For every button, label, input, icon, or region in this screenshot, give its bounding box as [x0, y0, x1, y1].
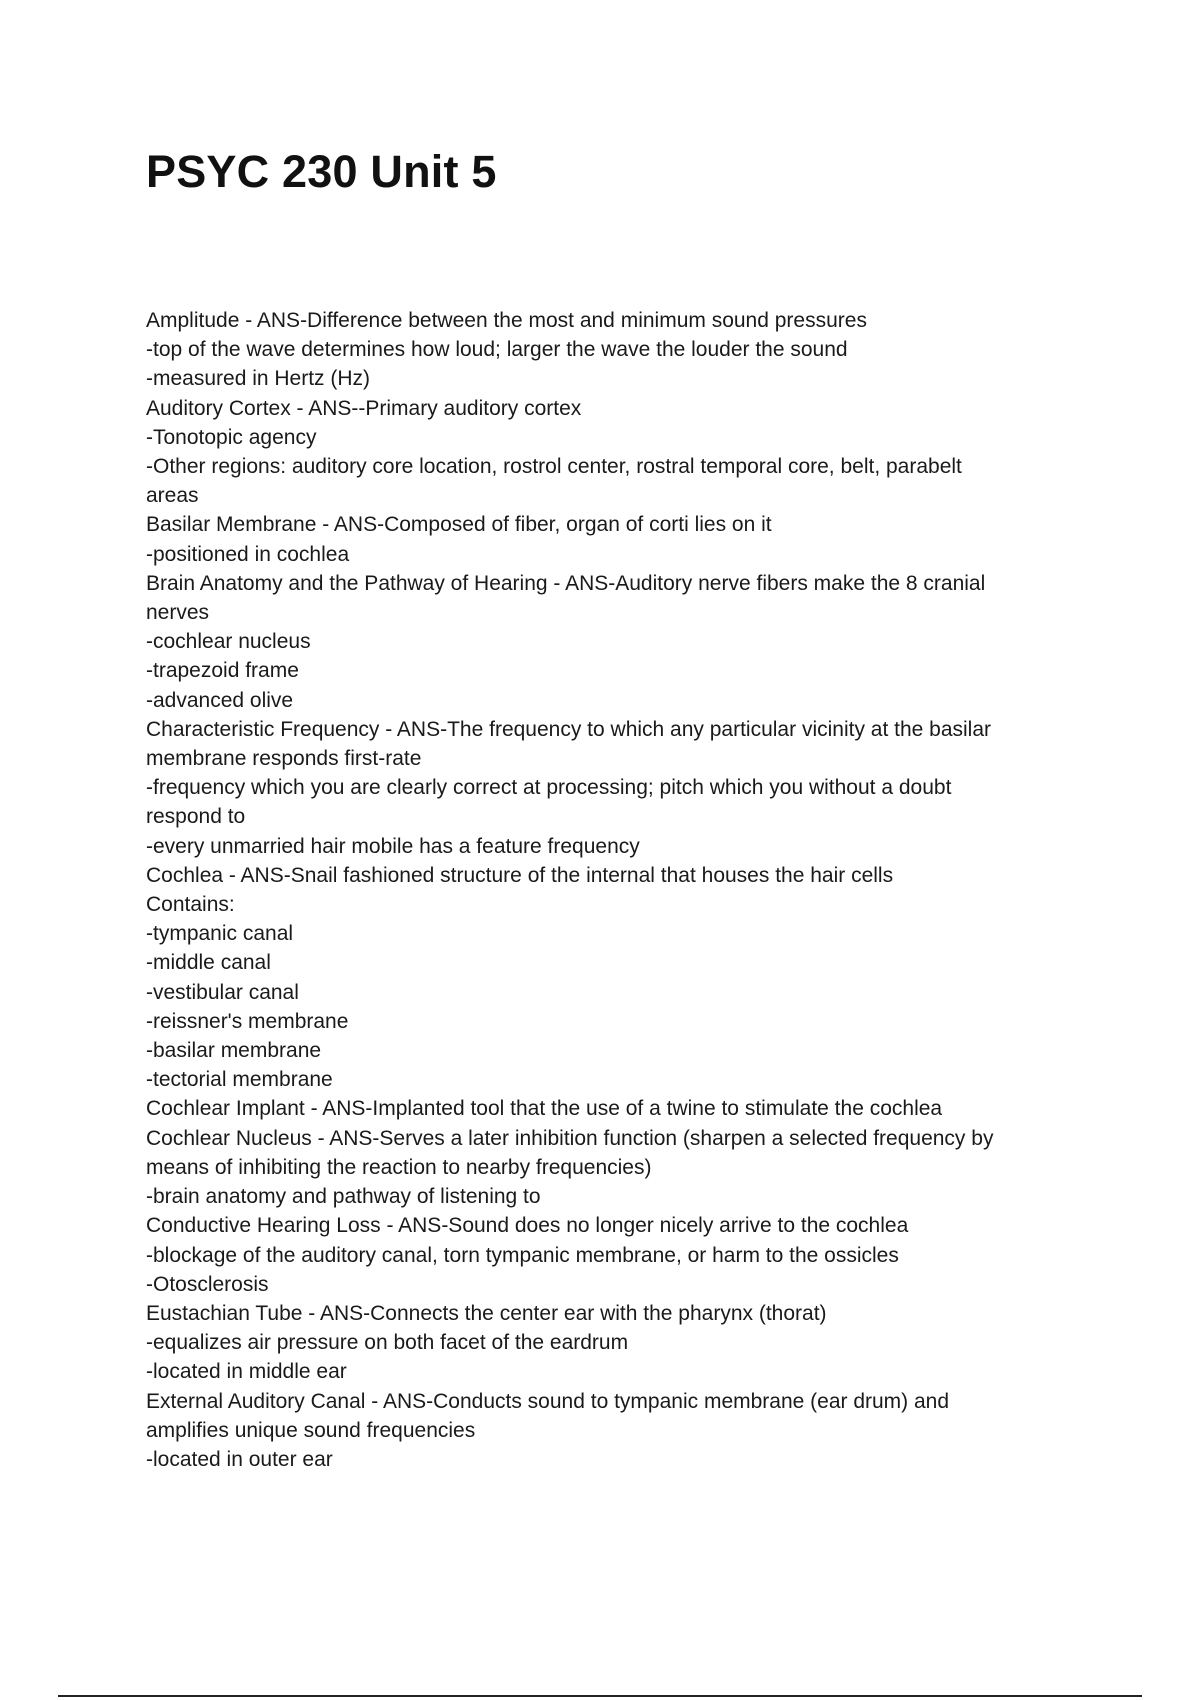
text-line: Cochlear Nucleus - ANS-Serves a later inhibition function (sharpen a selected frequency by	[146, 1126, 994, 1150]
text-line: -basilar membrane	[146, 1039, 322, 1063]
text-line: -advanced olive	[146, 688, 294, 712]
footer-divider	[58, 1695, 1142, 1697]
text-line: Eustachian Tube - ANS-Connects the center ear with the pharynx (thorat)	[146, 1301, 827, 1325]
text-line: -measured in Hertz (Hz)	[146, 367, 371, 391]
document-title: PSYC 230 Unit 5	[146, 146, 497, 197]
document-body	[146, 306, 1046, 1474]
text-line: -reissner's membrane	[146, 1009, 349, 1033]
text-line: Amplitude - ANS-Difference between the most and minimum sound pressures	[146, 309, 867, 332]
text-line: -Other regions: auditory core location, rostrol center, rostral temporal core, belt, parabelt	[146, 455, 962, 479]
text-line: -tympanic canal	[146, 922, 294, 946]
text-line: -Tonotopic agency	[146, 425, 317, 449]
text-line: Contains:	[146, 893, 235, 917]
text-line: Basilar Membrane - ANS-Composed of fiber, organ of corti lies on it	[146, 513, 772, 537]
text-line: areas	[146, 484, 199, 508]
text-line: respond to	[146, 805, 246, 829]
text-line: External Auditory Canal - ANS-Conducts sound to tympanic membrane (ear drum) and	[146, 1389, 950, 1413]
text-line: amplifies unique sound frequencies	[146, 1418, 476, 1442]
text-line: -Otosclerosis	[146, 1272, 269, 1296]
text-line: Characteristic Frequency - ANS-The frequency to which any particular vicinity at the basilar	[146, 717, 992, 741]
text-line: Cochlea - ANS-Snail fashioned structure of the internal that houses the hair cells	[146, 863, 894, 887]
text-line: -vestibular canal	[146, 980, 299, 1004]
text-line: Cochlear Implant - ANS-Implanted tool that the use of a twine to stimulate the cochlea	[146, 1097, 943, 1121]
text-line: nerves	[146, 601, 210, 625]
text-line: -equalizes air pressure on both facet of the eardrum	[146, 1331, 629, 1355]
text-line: -tectorial membrane	[146, 1068, 333, 1092]
text-line: -frequency which you are clearly correct at processing; pitch which you without a doubt	[146, 776, 952, 800]
text-line: Brain Anatomy and the Pathway of Hearing - ANS-Auditory nerve fibers make the 8 cranial	[146, 571, 986, 595]
text-line: -positioned in cochlea	[146, 542, 350, 566]
text-line: membrane responds first-rate	[146, 747, 422, 771]
text-line: -located in outer ear	[146, 1447, 333, 1471]
text-line: -every unmarried hair mobile has a feature frequency	[146, 834, 640, 858]
text-line: Auditory Cortex - ANS--Primary auditory cortex	[146, 396, 582, 420]
text-line: means of inhibiting the reaction to nearby frequencies)	[146, 1155, 652, 1179]
text-line: -located in middle ear	[146, 1360, 347, 1384]
text-line: -middle canal	[146, 951, 271, 975]
text-line: -trapezoid frame	[146, 659, 299, 683]
text-line: -top of the wave determines how loud; larger the wave the louder the sound	[146, 338, 848, 362]
text-line: -brain anatomy and pathway of listening to	[146, 1185, 541, 1209]
text-line: Conductive Hearing Loss - ANS-Sound does no longer nicely arrive to the cochlea	[146, 1214, 909, 1238]
text-line: -blockage of the auditory canal, torn tympanic membrane, or harm to the ossicles	[146, 1243, 899, 1267]
text-line: -cochlear nucleus	[146, 630, 311, 654]
